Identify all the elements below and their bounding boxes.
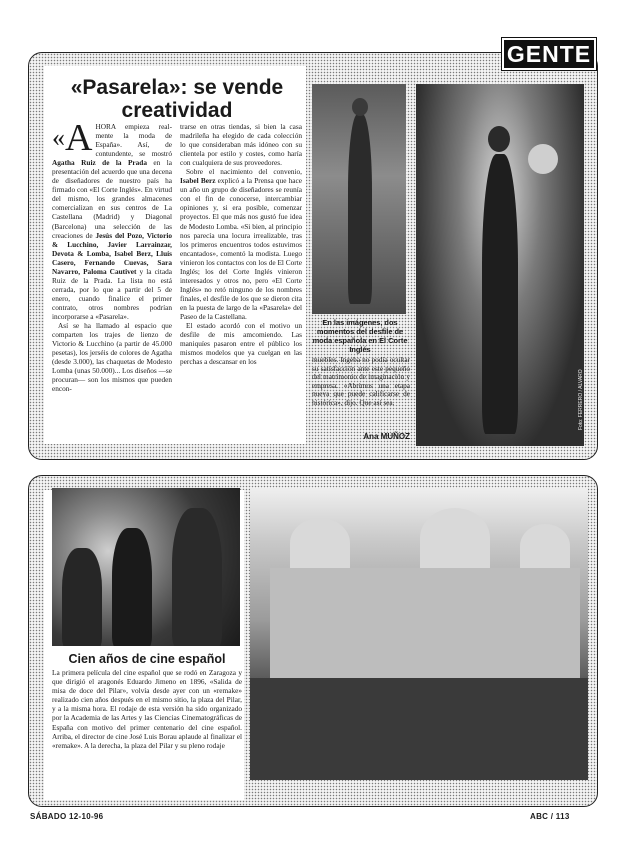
photo-caption: En las imágenes, dos momentos del desfile de moda española en El Corte Inglés: [312, 318, 408, 354]
col2-paragraph-1: trarse en otras tiendas, si bien la casa madrileña ha elegido de cada colección lo que consideraban más idóneo con su clientela por estilo y costes, como haría con cualquiera de sus proveedores.: [180, 122, 302, 168]
photo-credit: Foto: FERRERO / ALVARO: [578, 369, 584, 430]
article-column-3: muebles. Ingeba no podía ocultar su satisfacción ante este pequeño del matrimonio de imaginación y empresa. «Abrimos una etapa nueva que puede calificarse de histórica», dijo. Que así sea.: [312, 356, 410, 407]
runway-photo-1: [312, 84, 406, 314]
article-headline: [52, 76, 302, 122]
col2-paragraph-2: Sobre el nacimiento del convenio, Isabel Berz explicó a la Prensa que hace un año un grupo de diseñadores se reunía con el fin de conocerse, intercambiar opiniones y, si era posible, comenzar proyectos. El que más nos gustó fue idea de Modesto Lomba. «Si bien, al principio nos parecía una locura irrealizable, tras los primeros encuentros todos estuvimos encantados», comentó la modista. Luego vinieron los contactos con los de El Corte Inglés; los del Corte Inglés vinieron interesados y otros no, pero «El Corte Inglés» no retó ninguno de los nombres finales, el desfile de los que se dieron cita en la puesta de largo de la «Pasarela» del Paseo de la Castellana.: [180, 167, 302, 321]
footer-page-number: ABC / 113: [530, 812, 570, 821]
byline: Ana MUÑOZ: [363, 432, 410, 441]
crowd-photo: [52, 488, 240, 646]
plaza-photo: [250, 488, 588, 780]
col1-paragraph-2: Así se ha llamado al espacio que comparten los trajes de lienzo de Victorio & Lucchino (a partir de 45.000 pesetas), los jerséis de colores de Agatha (desde 3.000), las chaquetas de Modesto Lomba (unas 50.000)... Los diseños —se procuran— son los mismos que pueden encon-: [52, 321, 172, 394]
col2-paragraph-3: El estado acordó con el motivo un desfile de mis amcomiendo. Las maniquíes pasaron entre el público los mismos modelos que ya cuelgan en las perchas a descansar en los: [180, 321, 302, 367]
footer-date: SÁBADO 12-10-96: [30, 812, 104, 821]
headline-line-1: «Pasarela»: se vende: [70, 76, 284, 99]
section-label: GENTE: [502, 38, 596, 70]
cinema-title: Cien años de cine español: [68, 652, 226, 666]
headline-line-2: creatividad: [121, 99, 233, 122]
cinema-body: La primera película del cine español que se rodó en Zaragoza y que dirigió el aragonés Eduardo Jimeno en 1896, «Salida de misa de doce del Pilar», volvía desde ayer con un «remake» realizado cien años después en el mismo sitio, la plaza del Pilar, y a la misma hora. El rodaje de esta versión ha sido organizado por la Academia de las Artes y las Ciencias Cinematográficas de España con motivo del primer centenario del cine español. Arriba, el director de cine José Luis Borau aplaude al finalizar el «remake». A la derecha, la plaza del Pilar y su pleno rodaje: [52, 668, 242, 750]
article-column-1: «A HORA empieza real-mente la moda de España». Así, de contundente, se mostró Agatha Ruiz de la Prada en la presentación del acuerdo que una decena de diseñadores de nuestro país ha firmado con «El Corte Inglés». En virtud del mismo, los grandes almacenes comercializan en sus centros de La Castellana (Madrid) y Diagonal (Barcelona) una selección de las creaciones de Jesús del Pozo, Victorio & Lucchino, Javier Larrainzar, Devota & Lomba, Isabel Berz, Lluís Casero, Fernando Cuevas, Sara Navarro, Paloma Cautivet y la citada Ruiz de la Prada. La lista no está cerrada, por lo que a partir del 5 de enero, cuando finalice el primer contrato, otros nombres podrían incorporarse a «Pasarela». Así se ha llamado al espacio que comparten los trajes de lienzo de Victorio & Lucchino (a partir de 45.000 pesetas), los jerséis de colores de Agatha (desde 3.000), las chaquetas de Modesto Lomba (unas 50.000)... Los diseños —se procuran— son los mismos que pueden encon-: [52, 122, 172, 394]
runway-photo-2: [416, 84, 584, 446]
dropcap: «A: [52, 122, 93, 159]
article-column-2: [180, 122, 302, 440]
